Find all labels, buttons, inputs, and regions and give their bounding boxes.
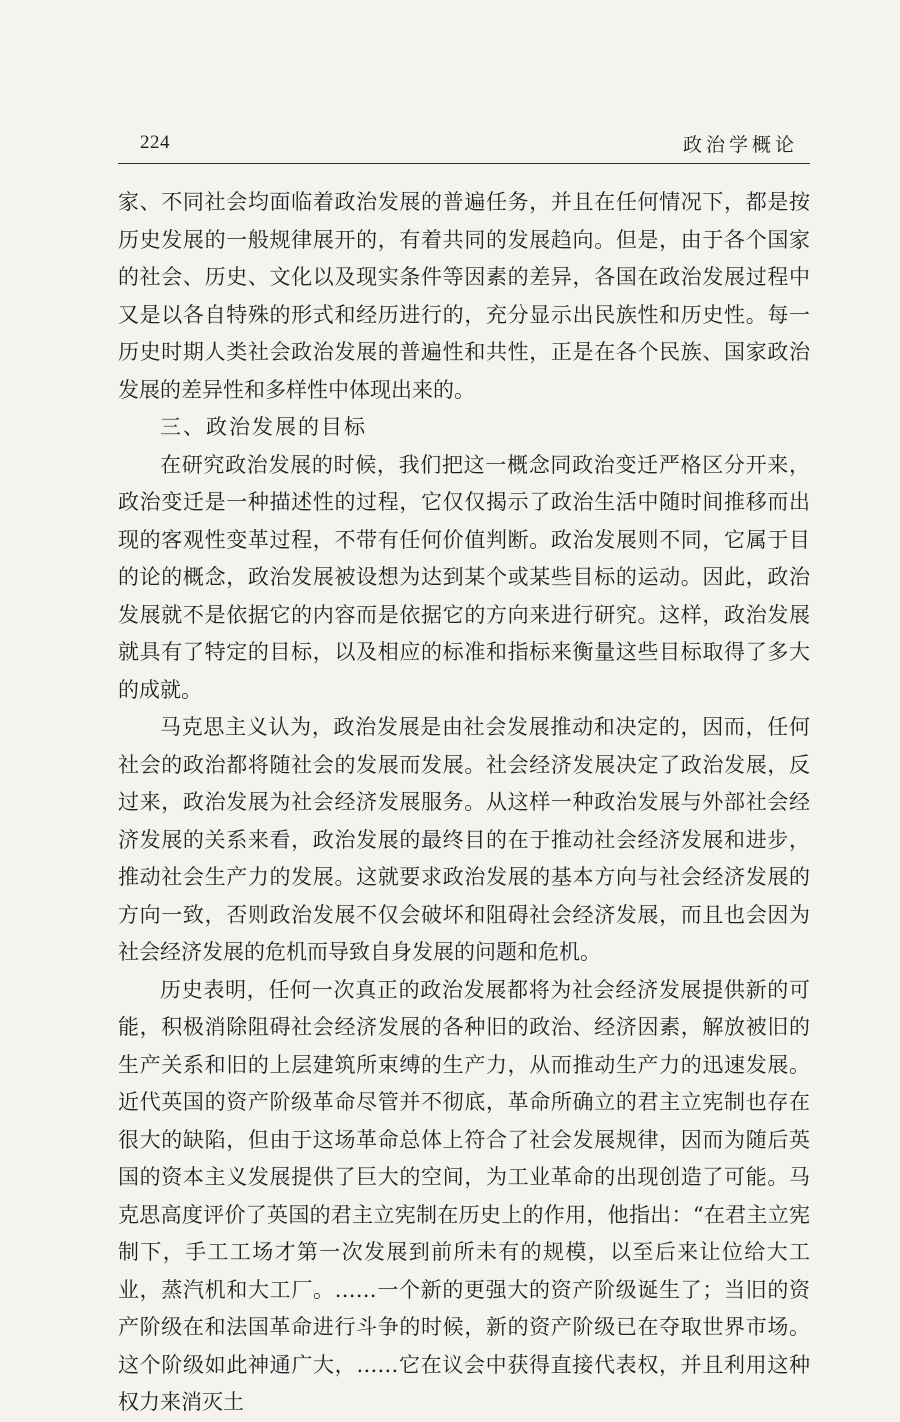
running-title: 政治学概论 [682, 134, 798, 156]
page-number: 224 [140, 132, 170, 153]
page-header [118, 128, 810, 162]
paragraph: 马克思主义认为，政治发展是由社会发展推动和决定的，因而，任何社会的政治都将随社会的发展而发展。社会经济发展决定了政治发展，反过来，政治发展为社会经济发展服务。从这样一种政治发展与外部社会经济发展的关系来看，政治发展的最终目的在于推动社会经济发展和进步，推动社会生产力的发展。这就要求政治发展的基本方向与社会经济发展的方向一致，否则政治发展不仅会破坏和阻碍社会经济发展，而且也会因为社会经济发展的危机而导致自身发展的问题和危机。 [118, 715, 810, 964]
paragraph-continued: 家、不同社会均面临着政治发展的普遍任务，并且在任何情况下，都是按历史发展的一般规律展开的，有着共同的发展趋向。但是，由于各个国家的社会、历史、文化以及现实条件等因素的差异，各国在政治发展过程中又是以各自特殊的形式和经历进行的，充分显示出民族性和历史性。每一历史时期人类社会政治发展的普遍性和共性，正是在各个民族、国家政治发展的差异性和多样性中体现出来的。 [118, 190, 810, 402]
header-rule [118, 163, 810, 164]
body-text [118, 184, 810, 1422]
paragraph: 在研究政治发展的时候，我们把这一概念同政治变迁严格区分开来，政治变迁是一种描述性的过程，它仅仅揭示了政治生活中随时间推移而出现的客观性变革过程，不带有任何价值判断。政治发展则不同，它属于目的论的概念，政治发展被设想为达到某个或某些目标的运动。因此，政治发展就不是依据它的内容而是依据它的方向来进行研究。这样，政治发展就具有了特定的目标，以及相应的标准和指标来衡量这些目标取得了多大的成就。 [118, 452, 810, 702]
paragraph: 历史表明，任何一次真正的政治发展都将为社会经济发展提供新的可能，积极消除阻碍社会经济发展的各种旧的政治、经济因素，解放被旧的生产关系和旧的上层建筑所束缚的生产力，从而推动生产力的迅速发展。近代英国的资产阶级革命尽管并不彻底，革命所确立的君主立宪制也存在很大的缺陷，但由于这场革命总体上符合了社会发展规律，因而为随后英国的资本主义发展提供了巨大的空间，为工业革命的出现创造了可能。马克思高度评价了英国的君主立宪制在历史上的作用，他指出：“在君主立宪制下，手工工场才第一次发展到前所未有的规模，以至后来让位给大工业，蒸汽机和大工厂。……一个新的更强大的资产阶级诞生了；当旧的资产阶级在和法国革命进行斗争的时候，新的资产阶级已在夺取世界市场。这个阶级如此神通广大，……它在议会中获得直接代表权，并且利用这种权力来消灭土 [118, 977, 810, 1414]
section-heading: 三、政治发展的目标 [160, 415, 367, 439]
